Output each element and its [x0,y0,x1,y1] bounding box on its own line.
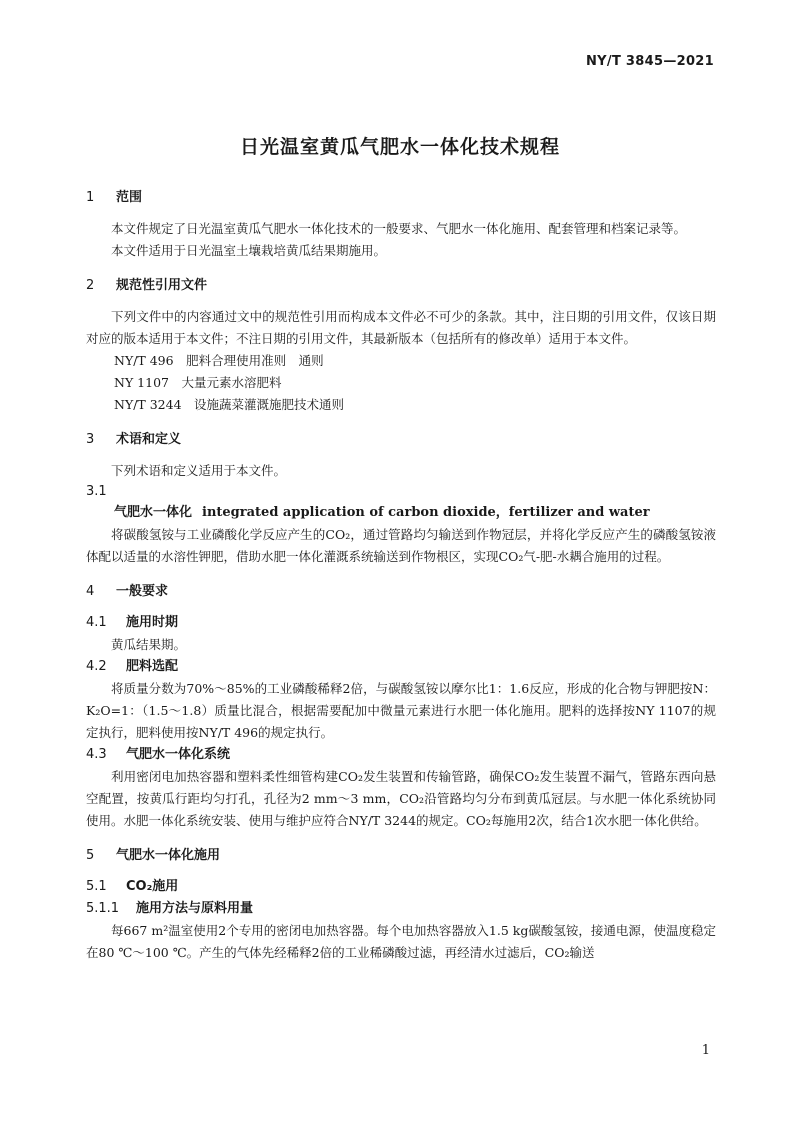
section-5-1-heading: 5.1 CO₂施用 [86,879,179,894]
document-body [86,184,716,964]
page-number: 1 [701,1043,710,1058]
section-5-1-1-paragraph: 每667 m²温室使用2个专用的密闭电加热容器。每个电加热容器放入1.5 kg碳酸氢铵，接通电源，使温度稳定在80 ℃～100 ℃。产生的气体先经稀释2倍的工业稀磷酸过滤，再经清水过滤后，CO₂输送 [86,923,716,960]
reference-item: NY/T 496 肥料合理使用准则 通则 [114,353,324,368]
section-4-1-heading: 4.1 施用时期 [86,615,179,630]
standard-number: NY/T 3845—2021 [586,54,714,69]
section-5-1-1-heading: 5.1.1 施用方法与原料用量 [86,901,254,916]
section-1-paragraph-2: 本文件适用于日光温室土壤栽培黄瓜结果期施用。 [111,243,387,258]
section-3-paragraph-1: 下列术语和定义适用于本文件。 [111,463,287,478]
section-4-3-heading: 4.3 气肥水一体化系统 [86,747,231,762]
section-4-1-paragraph: 黄瓜结果期。 [111,637,187,652]
section-4-3-paragraph: 利用密闭电加热容器和塑料柔性细管构建CO₂发生装置和传输管路，确保CO₂发生装置不漏气，管路东西向悬空配置，按黄瓜行距均匀打孔，孔径为2 mm～3 mm，CO₂沿管路均匀分布到黄瓜冠层。与水肥一体化系统协同使用。水肥一体化系统安装、使用与维护应符合NY/T 3244的规定。CO₂每施用2次，结合1次水肥一体化供给。 [86,769,716,828]
reference-item: NY 1107 大量元素水溶肥料 [114,375,282,390]
section-5-heading: 5 气肥水一体化施用 [86,848,221,863]
term-number: 3.1 [86,484,107,499]
section-1-paragraph-1: 本文件规定了日光温室黄瓜气肥水一体化技术的一般要求、气肥水一体化施用、配套管理和档案记录等。 [111,221,687,236]
section-4-2-paragraph: 将质量分数为70%～85%的工业磷酸稀释2倍，与碳酸氢铵以摩尔比1：1.6反应，形成的化合物与钾肥按N：K₂O=1：（1.5～1.8）质量比混合，根据需要配加中微量元素进行水肥一体化施用。肥料的选择按NY 1107的规定执行，肥料使用按NY/T 496的规定执行。 [86,681,716,740]
section-3-heading: 3 术语和定义 [86,432,182,447]
document-title: 日光温室黄瓜气肥水一体化技术规程 [239,136,560,158]
section-2-heading: 2 规范性引用文件 [86,278,208,293]
reference-item: NY/T 3244 设施蔬菜灌溉施肥技术通则 [114,397,345,412]
term-english: integrated application of carbon dioxide，fertilizer and water [202,505,650,520]
section-2-paragraph-1: 下列文件中的内容通过文中的规范性引用而构成本文件必不可少的条款。其中，注日期的引用文件，仅该日期对应的版本适用于本文件；不注日期的引用文件，其最新版本（包括所有的修改单）适用于本文件。 [86,309,716,346]
section-4-2-heading: 4.2 肥料选配 [86,659,179,674]
section-1-heading: 1 范围 [86,190,143,205]
section-4-heading: 4 一般要求 [86,584,169,599]
term-chinese: 气肥水一体化 [114,505,193,520]
term-definition: 将碳酸氢铵与工业磷酸化学反应产生的CO₂，通过管路均匀输送到作物冠层，并将化学反应产生的磷酸氢铵液体配以适量的水溶性钾肥，借助水肥一体化灌溉系统输送到作物根区，实现CO₂气-肥-水耦合施用的过程。 [86,527,716,564]
term-title [114,502,716,524]
